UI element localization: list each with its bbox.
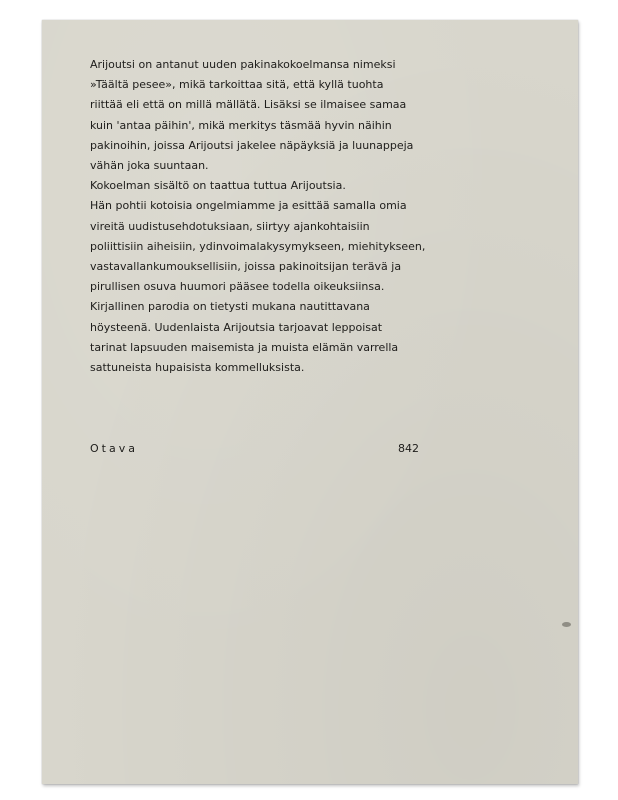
blurb-line: vähän joka suuntaan. (90, 159, 209, 173)
book-back-cover (42, 20, 578, 784)
blurb-line: pirullisen osuva huumori pääsee todella oikeuksiinsa. (90, 280, 385, 294)
blurb-line: riittää eli että on millä mällätä. Lisäksi se ilmaisee samaa (90, 98, 407, 112)
blurb-line: »Täältä pesee», mikä tarkoittaa sitä, että kyllä tuohta (90, 78, 384, 92)
blurb-line: Kirjallinen parodia on tietysti mukana nautittavana (90, 300, 370, 314)
blurb-line: kuin 'antaa päihin', mikä merkitys täsmää hyvin näihin (90, 118, 392, 132)
blurb-line: sattuneista hupaisista kommelluksista. (90, 361, 305, 375)
publisher-name: Otava (90, 442, 138, 455)
blurb-line: Hän pohtii kotoisia ongelmiamme ja esittää samalla omia (90, 199, 407, 213)
catalog-number: 842 (398, 442, 419, 455)
blurb-text (90, 55, 450, 378)
blurb-line: Arijoutsi on antanut uuden pakinakokoelmansa nimeksi (90, 58, 396, 71)
paper-speck (562, 622, 571, 627)
blurb-line: pakinoihin, joissa Arijoutsi jakelee näpäyksiä ja luunappeja (90, 138, 414, 152)
blurb-line: vireitä uudistusehdotuksiaan, siirtyy ajankohtaisiin (90, 219, 370, 233)
blurb-line: tarinat lapsuuden maisemista ja muista elämän varrella (90, 340, 399, 354)
blurb-line: Kokoelman sisältö on taattua tuttua Arijoutsia. (90, 179, 346, 193)
blurb-line: höysteenä. Uudenlaista Arijoutsia tarjoavat leppoisat (90, 320, 383, 334)
blurb-line: vastavallankumouksellisiin, joissa pakinoitsijan terävä ja (90, 260, 402, 274)
blurb-line: poliittisiin aiheisiin, ydinvoimalakysymykseen, miehitykseen, (90, 239, 426, 253)
